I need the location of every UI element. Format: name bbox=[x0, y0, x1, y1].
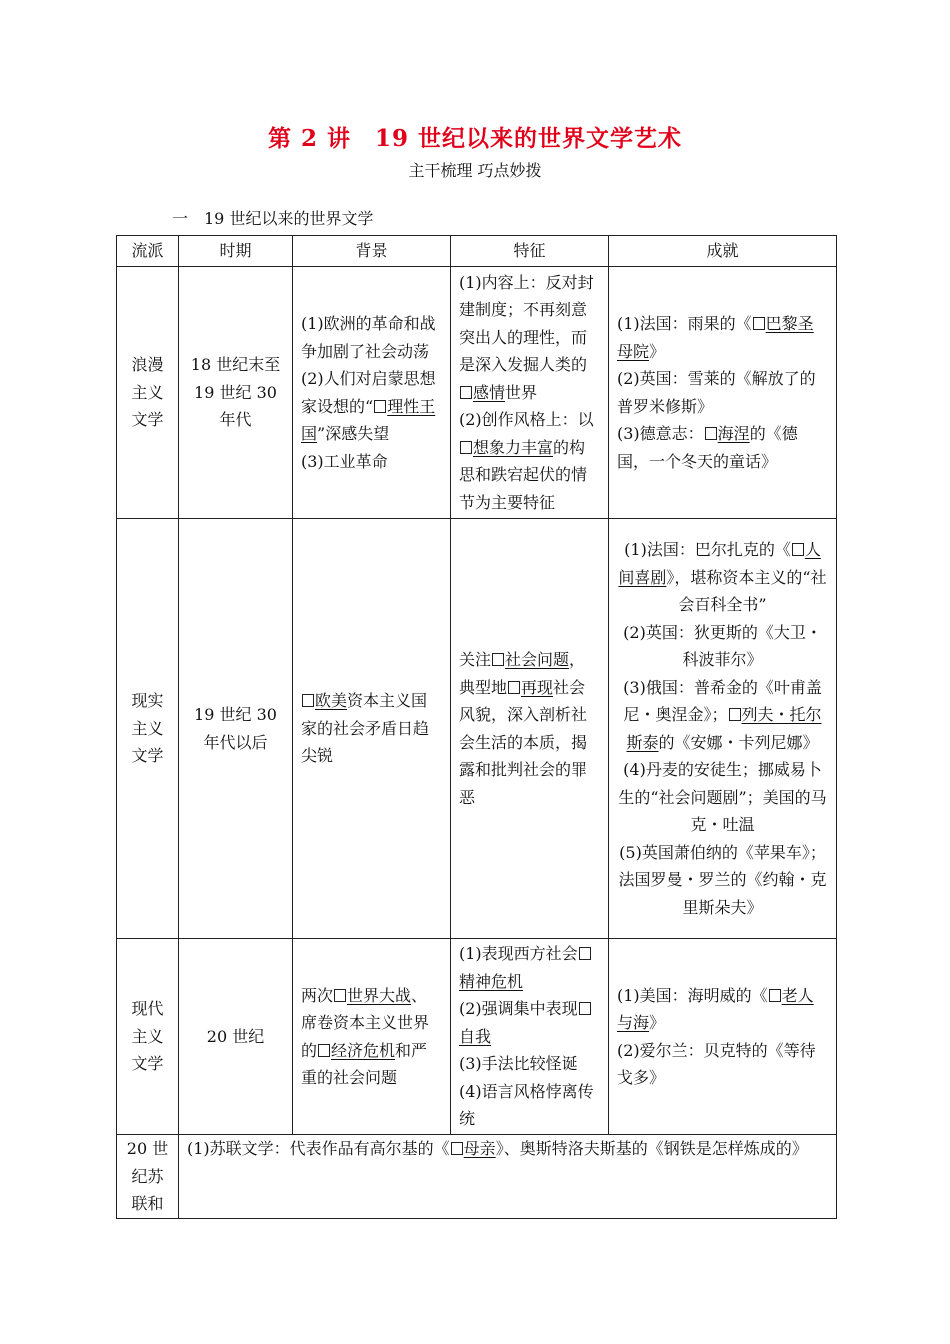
period-cell: 20 世纪 bbox=[179, 939, 293, 1135]
answer-box-icon bbox=[318, 1044, 330, 1057]
school-cell: 现代主义文学 bbox=[117, 939, 179, 1135]
feature-item: (1)表现西方社会精神危机 bbox=[459, 940, 600, 995]
achievement-item: (2)英国：雪莱的《解放了的普罗米修斯》 bbox=[617, 369, 816, 416]
feature-item: (2)创作风格上：以想象力丰富的构思和跌宕起伏的情节为主要特征 bbox=[459, 410, 594, 512]
answer-box-icon bbox=[374, 400, 386, 413]
answer-text: 想象力丰富 bbox=[473, 437, 554, 457]
feature-item: (3)手法比较怪诞 bbox=[459, 1054, 578, 1074]
period-cell: 19 世纪 30 年代以后 bbox=[179, 519, 293, 939]
answer-box-icon bbox=[302, 694, 314, 707]
achievement-item: (1)美国：海明威的《 老人与海》 bbox=[617, 985, 814, 1032]
school-cell: 浪漫主义文学 bbox=[117, 267, 179, 519]
features-cell bbox=[451, 939, 609, 1135]
achievement-item: (4)丹麦的安徒生；挪威易卜生的“社会问题剧”；美国的马克・吐温 bbox=[618, 760, 827, 834]
literature-table bbox=[116, 235, 837, 1219]
section-heading: 一 19 世纪以来的世界文学 bbox=[172, 209, 374, 228]
achievement-item: (1)法国：巴尔扎克的《 人间喜剧》，堪称资本主义的“社会百科全书” bbox=[618, 540, 827, 614]
answer-text: 世界大战 bbox=[347, 985, 412, 1005]
achievement-item: (1)法国：雨果的《 巴黎圣母院》 bbox=[617, 314, 814, 361]
header-period: 时期 bbox=[179, 236, 293, 267]
answer-text: 再现 bbox=[521, 677, 554, 697]
answer-box-icon bbox=[460, 441, 472, 454]
background-item: (1)欧洲的革命和战争加剧了社会动荡 bbox=[301, 314, 436, 361]
answer-text: 理性王国 bbox=[301, 396, 436, 443]
answer-box-icon bbox=[705, 427, 717, 440]
answer-text: 母亲 bbox=[463, 1139, 496, 1158]
answer-text: 巴黎圣母院 bbox=[617, 314, 814, 361]
table-header-row bbox=[117, 236, 837, 267]
achievement-item: (3)德意志： 海涅的《德国，一个冬天的童话》 bbox=[617, 424, 798, 471]
achievements-cell bbox=[609, 519, 837, 939]
answer-box-icon bbox=[492, 653, 504, 666]
achievement-item: (2)爱尔兰：贝克特的《等待戈多》 bbox=[617, 1040, 816, 1087]
answer-box-icon bbox=[334, 989, 346, 1002]
answer-box-icon bbox=[579, 947, 591, 960]
background-item: (3)工业革命 bbox=[301, 451, 388, 471]
features-cell bbox=[451, 267, 609, 519]
answer-box-icon bbox=[460, 386, 472, 399]
answer-text: 老人与海 bbox=[617, 985, 814, 1032]
answer-text: 人间喜剧 bbox=[618, 540, 821, 587]
answer-text: 欧美 bbox=[315, 691, 348, 711]
answer-box-icon bbox=[729, 708, 741, 721]
answer-text: 经济危机 bbox=[331, 1040, 396, 1060]
achievement-item: (5)英国萧伯纳的《苹果车》；法国罗曼・罗兰的《约翰・克里斯朵夫》 bbox=[618, 842, 827, 917]
answer-text: 海涅 bbox=[717, 424, 750, 443]
period-cell: 18 世纪末至 19 世纪 30 年代 bbox=[179, 267, 293, 519]
answer-box-icon bbox=[792, 543, 804, 556]
header-school: 流派 bbox=[117, 236, 179, 267]
answer-box-icon bbox=[508, 681, 520, 694]
answer-text: 感情 bbox=[473, 382, 506, 402]
answer-box-icon bbox=[579, 1002, 591, 1015]
header-achievements: 成就 bbox=[609, 236, 837, 267]
achievements-cell bbox=[609, 267, 837, 519]
background-cell: 欧美资本主义国家的社会矛盾日趋尖锐 bbox=[293, 519, 451, 939]
answer-box-icon bbox=[451, 1142, 463, 1155]
answer-text: 列夫・托尔斯泰 bbox=[626, 705, 822, 752]
achievement-item: (2)英国：狄更斯的《大卫・科波菲尔》 bbox=[623, 622, 822, 669]
answer-box-icon bbox=[769, 989, 781, 1002]
page-subtitle: 主干梳理 巧点妙拨 bbox=[408, 161, 542, 180]
table-row-realism bbox=[117, 519, 837, 939]
feature-item: (4)语言风格悖离传统 bbox=[459, 1081, 594, 1129]
features-cell: 关注 社会问题，典型地 再现社会风貌，深入剖析社会生活的本质，揭露和批判社会的罪恶 bbox=[451, 519, 609, 939]
page-title: 第 2 讲 19 世纪以来的世界文学艺术 bbox=[267, 125, 683, 152]
answer-text: 社会问题 bbox=[505, 650, 570, 669]
table-row-modernism bbox=[117, 939, 837, 1135]
achievements-cell bbox=[609, 939, 837, 1135]
answer-text: 自我 bbox=[459, 1026, 492, 1046]
table-row-soviet bbox=[117, 1135, 837, 1219]
header-features: 特征 bbox=[451, 236, 609, 267]
school-cell: 现实主义文学 bbox=[117, 519, 179, 939]
header-background: 背景 bbox=[293, 236, 451, 267]
answer-box-icon bbox=[753, 317, 765, 330]
background-item: (2)人们对启蒙思想家设想的“ 理性王国”深感失望 bbox=[301, 369, 436, 443]
background-cell bbox=[293, 267, 451, 519]
background-cell: 两次 世界大战、席卷资本主义世界的 经济危机和严重的社会问题 bbox=[293, 939, 451, 1135]
table-row-romanticism bbox=[117, 267, 837, 519]
feature-item: (2)强调集中表现自我 bbox=[459, 995, 600, 1050]
answer-text: 精神危机 bbox=[459, 971, 524, 991]
soviet-literature-cell: (1)苏联文学：代表作品有高尔基的《 母亲》、奥斯特洛夫斯基的《钢铁是怎样炼成的》 bbox=[179, 1135, 837, 1219]
feature-item: (1)内容上：反对封建制度；不再刻意突出人的理性，而是深入发掘人类的感情世界 bbox=[459, 272, 594, 402]
school-cell: 20 世纪苏联和 bbox=[117, 1135, 179, 1219]
achievement-item: (3)俄国：普希金的《叶甫盖尼・奥涅金》； 列夫・托尔斯泰的《安娜・卡列尼娜》 bbox=[623, 677, 822, 752]
